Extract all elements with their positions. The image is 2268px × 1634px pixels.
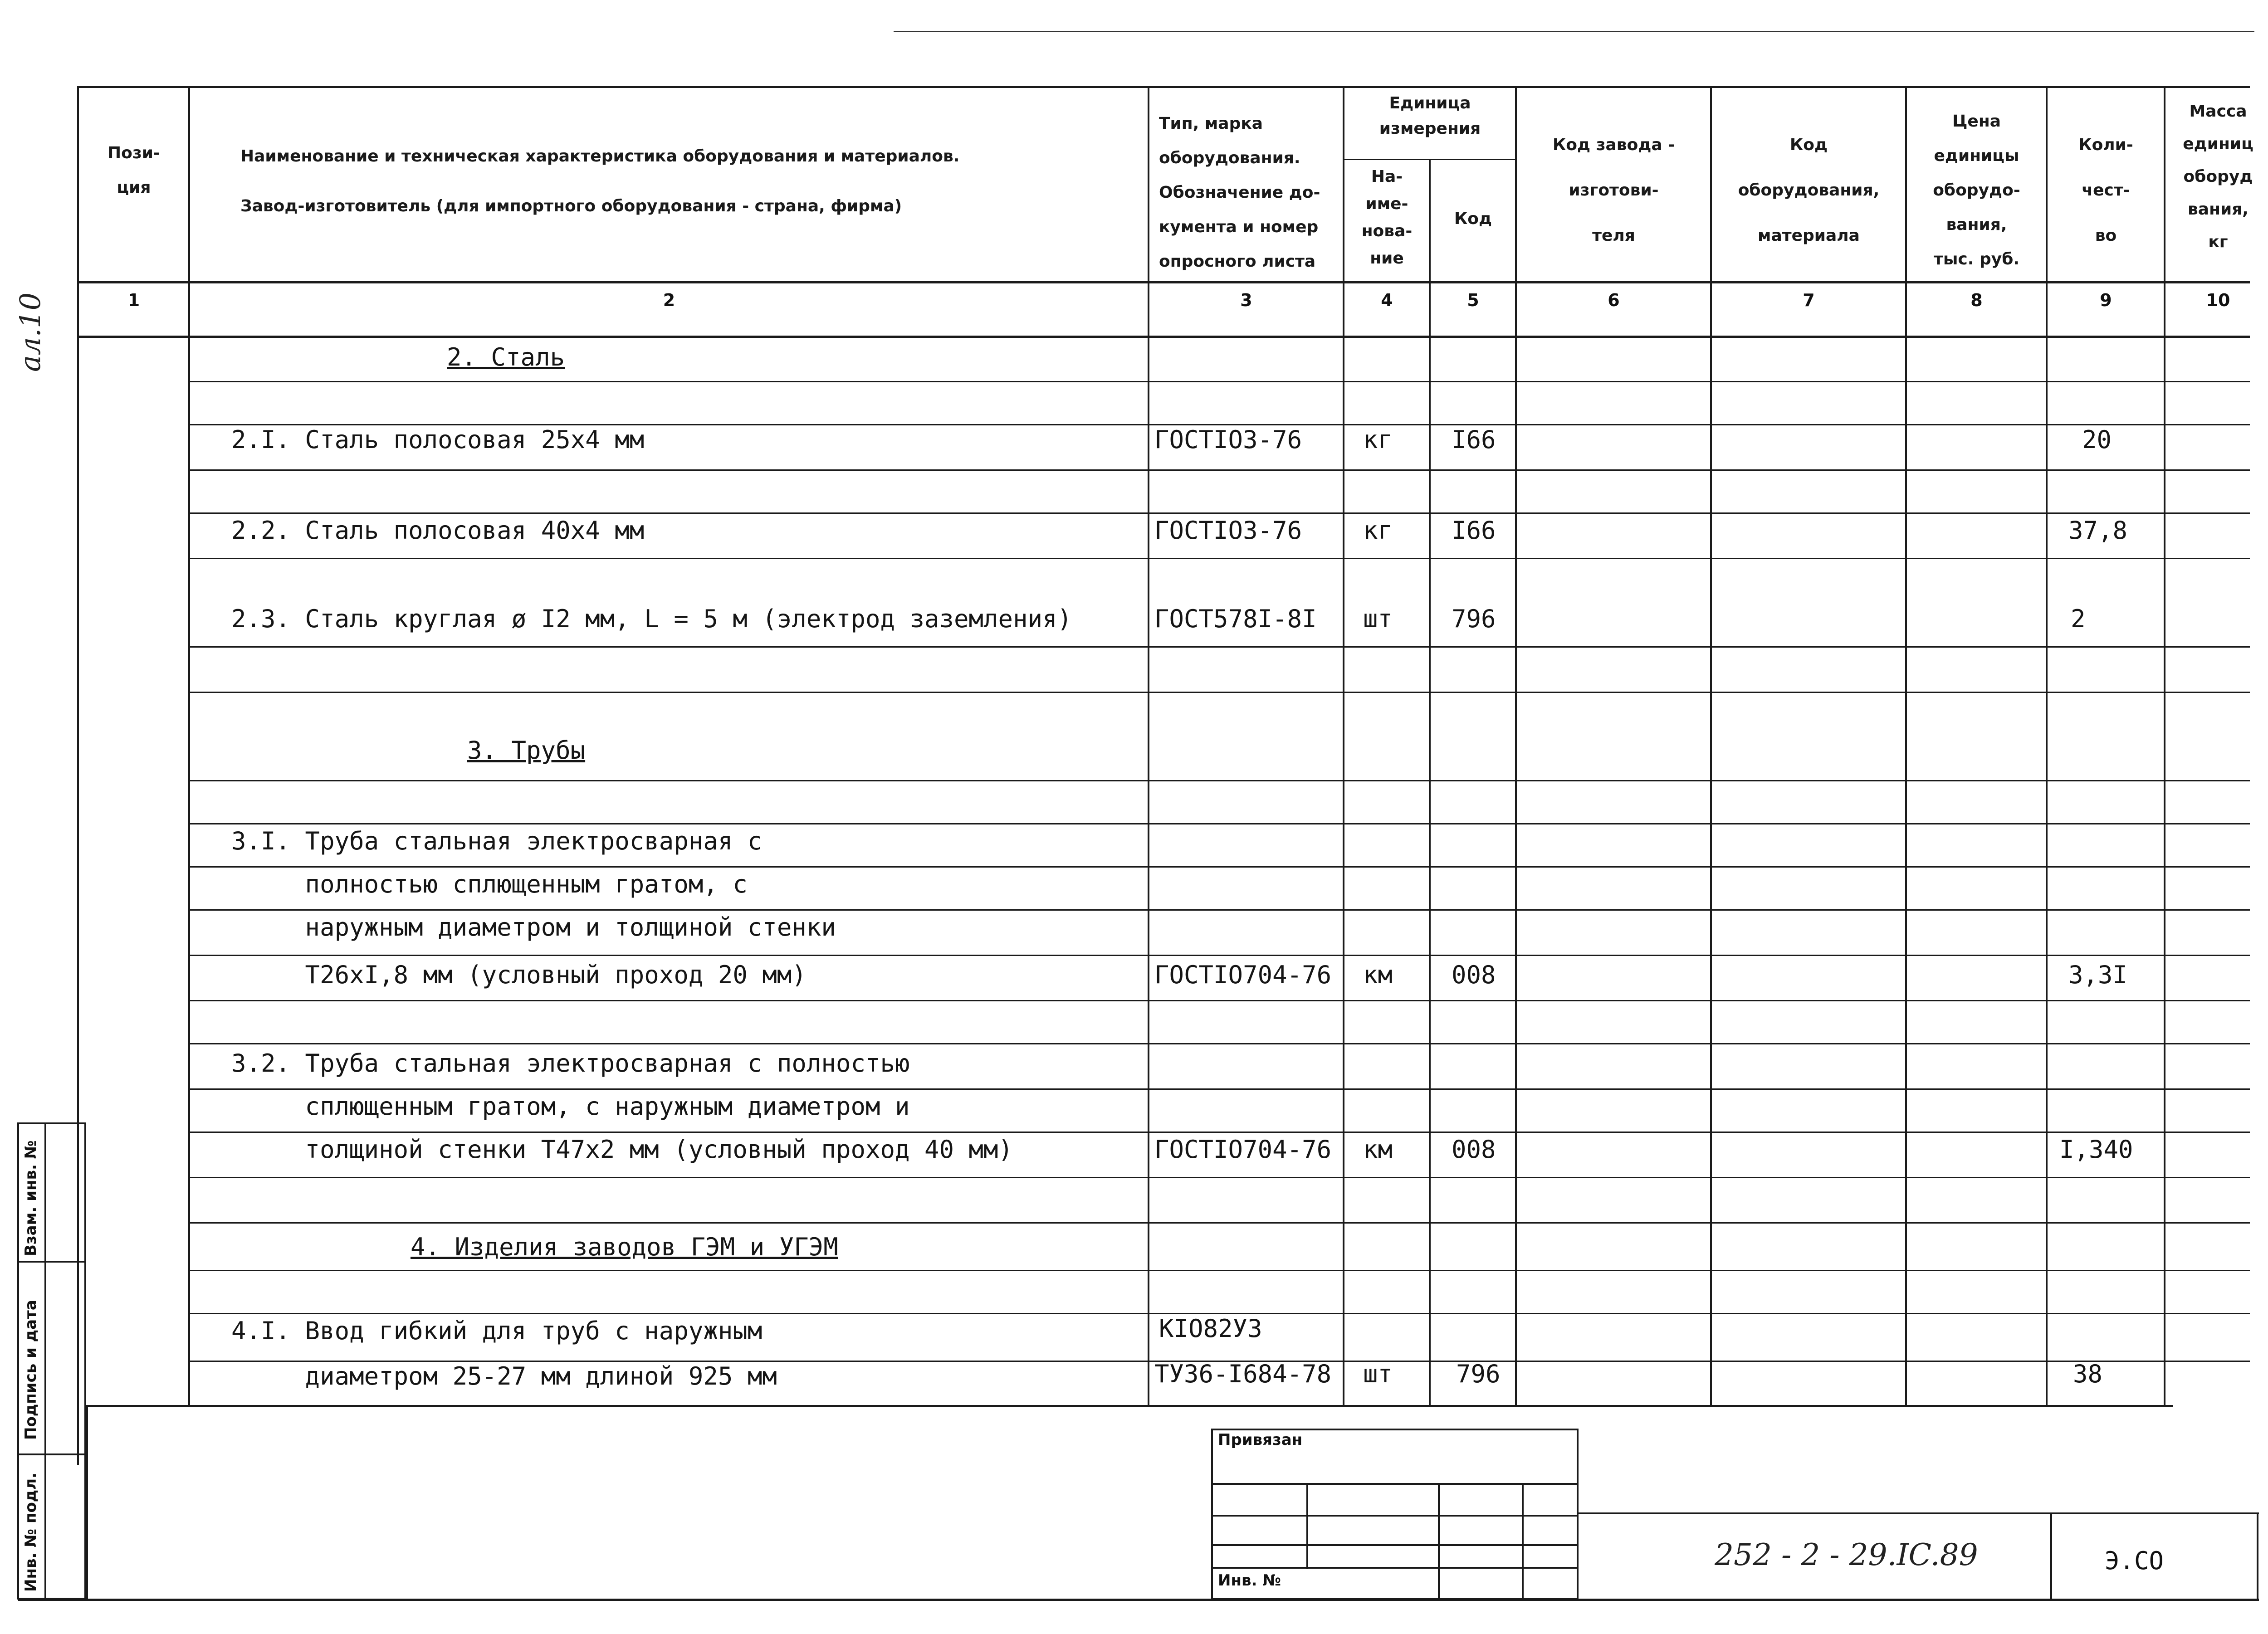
col4-border [1429,159,1431,1406]
row-name: 2.2. Сталь полосовая 40х4 мм [231,516,645,545]
row-type: ГОСТIО3-76 [1154,516,1302,545]
section-heading: 4. Изделия заводов ГЭМ и УГЭМ [411,1233,838,1261]
row-code: 008 [1452,961,1496,989]
header-type: Тип, марка оборудования. Обозначение до- кумента и номер опросного листа [1159,114,1320,271]
row-line [188,1043,2250,1044]
side-stamp-divider [44,1122,46,1600]
title-block-divider [2050,1512,2052,1599]
row-line [188,823,2250,824]
column-number: 4 [1381,290,1393,310]
row-name-line: наружным диаметром и толщиной стенки [231,913,836,941]
inv-no-label: Инв. № [1218,1571,1281,1590]
row-unit: кг [1363,516,1393,545]
row-type: КIО82У3 [1159,1314,1262,1343]
sheet-code: Э.СО [2105,1546,2164,1575]
row-name-line: 3.2. Труба стальная электросварная с полностью [231,1049,910,1078]
row-line [188,692,2250,693]
row-type: ГОСТIО704-76 [1154,1135,1332,1164]
privyazan-col [1438,1483,1440,1600]
col3-border [1343,86,1344,1406]
row-line [188,1177,2250,1178]
row-name: 2.I. Сталь полосовая 25х4 мм [231,425,645,454]
privyazan-col [1306,1483,1308,1569]
left-frame [86,1406,88,1600]
header-unit-code: Код [1454,210,1492,228]
row-qty: 3,3I [2068,961,2128,989]
column-number: 6 [1608,290,1620,310]
row-code: 008 [1452,1135,1496,1164]
row-qty: 37,8 [2068,516,2128,545]
col5-border [1515,86,1517,1406]
row-code: 796 [1456,1360,1501,1388]
header-quantity: Коли- чест- во [2078,136,2133,245]
top-thin-line [894,31,2254,32]
row-code: 796 [1452,605,1496,633]
row-type: ГОСТ578I-8I [1154,605,1317,633]
row-name-line: 3.I. Труба стальная электросварная с [231,827,763,855]
row-code: I66 [1452,425,1496,454]
sheet-mark: ал.10 [14,292,47,372]
row-name-line: сплющенным гратом, с наружным диаметром и [231,1092,910,1121]
row-line [188,1088,2250,1090]
row-unit: км [1363,961,1393,989]
title-block-right [2257,1512,2258,1599]
row-line [188,780,2250,781]
side-podpis-data: Подпись и дата [22,1300,40,1440]
column-number: 1 [127,290,140,310]
header-bottom-border [77,281,2250,283]
row-line [188,909,2250,911]
col1-border [188,86,190,1406]
row-qty: 2 [2071,605,2086,633]
units-subheader-line [1343,159,1515,160]
column-number: 7 [1803,290,1815,310]
row-qty: I,340 [2059,1135,2133,1164]
privyazan-label: Привязан [1218,1431,1303,1449]
row-line [188,646,2250,648]
table-bottom-border [86,1405,2173,1407]
side-vzam-inv: Взам. инв. № [22,1140,40,1256]
row-name-line: Т26хI,8 мм (условный проход 20 мм) [231,961,807,989]
row-type: ГОСТIО704-76 [1154,961,1332,989]
row-line [188,1132,2250,1133]
privyazan-col [1522,1483,1524,1600]
header-plant-code: Код завода - изготови- теля [1552,136,1675,245]
row-name: 2.3. Сталь круглая ø I2 мм, L = 5 м (электрод заземления) [231,605,1072,633]
row-line [188,512,2250,514]
row-name-line: диаметром 25-27 мм длиной 925 мм [231,1362,777,1390]
header-mass: Масса единиц оборуд вания, кг [2183,102,2253,251]
header-name: Наименование и техническая характеристика оборудования и материалов. Завод-изготовитель (для импортного оборудования - страна, фирма) [240,147,960,215]
row-line [188,1222,2250,1224]
row-name-line: толщиной стенки Т47х2 мм (условный проход 40 мм) [231,1135,1013,1164]
section-heading: 3. Трубы [467,736,586,765]
row-type: ГОСТIО3-76 [1154,425,1302,454]
title-block-top [1579,1512,2259,1514]
column-number: 3 [1240,290,1252,310]
row-line [188,955,2250,956]
row-name-line: 4.I. Ввод гибкий для труб с наружным [231,1317,763,1345]
header-price: Цена единицы оборудо- вания, тыс. руб. [1933,112,2020,268]
row-type: ТУ36-I684-78 [1154,1360,1332,1388]
row-unit: кг [1363,425,1393,454]
header-equipment-code: Код оборудования, материала [1738,136,1880,245]
row-line [188,558,2250,559]
header-unit-group: Единица измерения [1379,94,1481,138]
document-code: 252 - 2 - 29.IC.89 [1715,1537,1978,1572]
col9-border [2164,86,2165,1406]
row-unit: шт [1363,1360,1393,1388]
row-line [188,469,2250,471]
side-stamp-row [17,1261,86,1263]
colnum-bottom-border [77,336,2250,338]
header-unit-name: На- име- нова- ние [1361,167,1413,268]
row-line [188,1270,2250,1271]
row-qty: 20 [2082,425,2112,454]
col8-border [2046,86,2048,1406]
column-number: 10 [2206,290,2230,310]
side-inv-podl: Инв. № подл. [22,1472,40,1592]
row-name-line: полностью сплющенным гратом, с [231,870,748,898]
row-line [188,1000,2250,1001]
header-position: Пози- ция [108,144,160,197]
column-number: 9 [2100,290,2112,310]
column-number: 5 [1467,290,1479,310]
col7-border [1905,86,1907,1406]
row-line [188,866,2250,868]
row-line [188,381,2250,382]
row-qty: 38 [2073,1360,2103,1388]
side-stamp-row [17,1454,86,1455]
top-border [77,86,2250,88]
column-number: 8 [1970,290,1983,310]
row-unit: км [1363,1135,1393,1164]
col6-border [1710,86,1712,1406]
section-heading: 2. Сталь [447,343,565,371]
row-code: I66 [1452,516,1496,545]
col2-border [1148,86,1149,1406]
row-unit: шт [1363,605,1393,633]
sheet-bottom-border [18,1599,2259,1601]
column-number: 2 [663,290,675,310]
